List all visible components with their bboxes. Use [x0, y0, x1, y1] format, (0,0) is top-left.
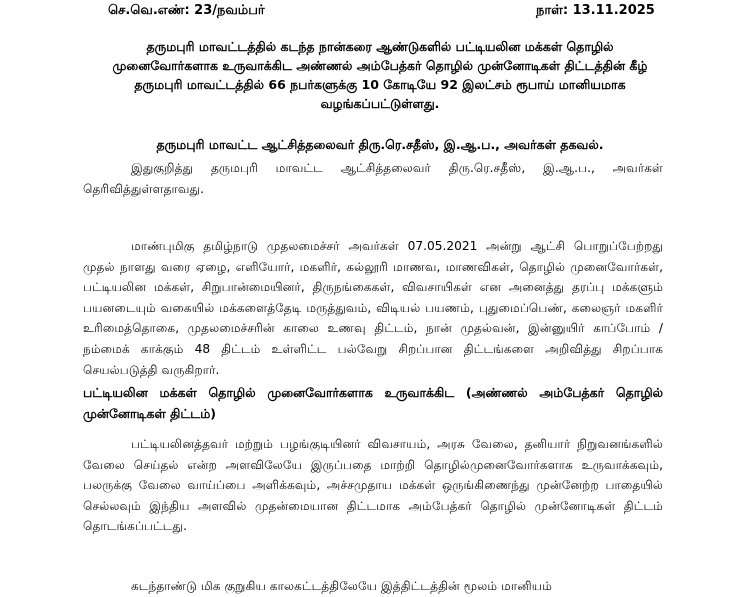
subheadline: தருமபுரி மாவட்ட ஆட்சித்தலைவர் திரு.ரெ.சதீஸ், இ.ஆ.ப., அவர்கள் தகவல்.: [156, 137, 604, 152]
press-release-date: நாள்: 13.11.2025: [536, 3, 655, 18]
press-release-number: செ.வெ.எண்: 23/நவம்பர்: [108, 3, 265, 18]
section-heading: பட்டியலின மக்கள் தொழில் முனைவோர்களாக உருவாக்கிட (அண்ணல் அம்பேத்கர் தொழில் முன்னோடிகள் திட்டம்): [83, 385, 663, 421]
paragraph-schemes: மாண்புமிகு தமிழ்நாடு முதலமைச்சர் அவர்கள் 07.05.2021 அன்று ஆட்சி பொறுப்பேற்றது முதல் நாளது வரை ஏழை, எளியோர், மகளிர், கல்லூரி மாணவ, மாணவிகள், தொழில் முனைவோர்கள், பட்டியலின மக்கள், சிறுபான்மையினர், திருநங்கைகள், விவசாயிகள் என அனைத்து தரப்பு மக்களும் பயனடையும் வகையில் மக்களைத்தேடி மருத்துவம், விடியல் பயணம், புதுமைப்பெண், கலைஞர் மகளிர் உரிமைத்தொகை, முதலமைச்சரின் காலை உணவு திட்டம், நான் முதல்வன், இன்னுயிர் காப்போம் / நம்மைக் காக்கும் 48 திட்டம் உள்ளிட்ட பல்வேறு சிறப்பான திட்டங்களை அறிவித்து சிறப்பாக செயல்படுத்தி வருகிறார்.: [83, 239, 663, 377]
paragraph-continued: கடந்தாண்டு மிக குறுகிய காலகட்டத்திலேயே இத்திட்டத்தின் மூலம் மானியம்: [131, 579, 553, 593]
paragraph-scheme-purpose: பட்டியலினத்தவர் மற்றும் பழங்குடியினர் விவசாயம், அரசு வேலை, தனியார் நிறுவனங்களில் வேலை செய்தல் என்ற அளவிலேயே இருப்பதை மாற்றி தொழில்முனைவோர்களாக உருவாக்கவும், பலருக்கு வேலை வாய்ப்பை அளிக்கவும், அச்சமுதாய மக்கள் ஒருங்கிணைந்து முன்னேற்ற பாதையில் செல்லவும் இந்திய அளவில் முதன்மையான திட்டமாக அம்பேத்கர் தொழில் முன்னோடிகள் திட்டம் தொடங்கப்பட்டது.: [83, 437, 663, 534]
headline: தருமபுரி மாவட்டத்தில் கடந்த நான்கரை ஆண்டுகளில் பட்டியலின மக்கள் தொழில் முனைவோர்களாக உருவாக்கிட அண்ணல் அம்பேத்கர் தொழில் முன்னோடிகள் திட்டத்தின் கீழ் தருமபுரி மாவட்டத்தில் 66 நபர்களுக்கு 10 கோடியே 92 இலட்சம் ரூபாய் மானியமாக வழங்கப்பட்டுள்ளது.: [112, 39, 648, 111]
paragraph-intro: இதுகுறித்து தருமபுரி மாவட்ட ஆட்சித்தலைவர் திரு.ரெ.சதீஸ், இ.ஆ.ப., அவர்கள் தெரிவித்துள்ளதாவது.: [83, 161, 663, 196]
